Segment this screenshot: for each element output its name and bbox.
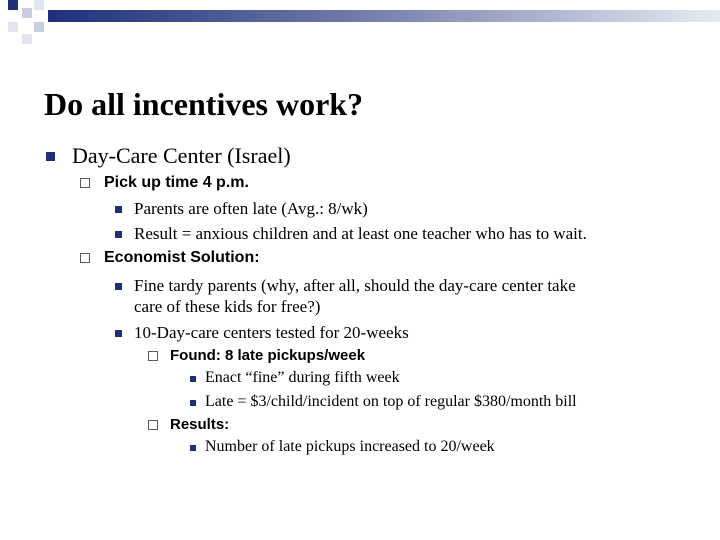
hollow-square-bullet-icon bbox=[80, 253, 90, 263]
header-gradient-bar bbox=[48, 10, 720, 22]
square-bullet-icon bbox=[115, 330, 122, 337]
square-bullet-icon bbox=[46, 152, 55, 161]
bullet-parents-late: Parents are often late (Avg.: 8/wk) bbox=[134, 199, 368, 218]
bullet-late-pickups-increased: Number of late pickups increased to 20/week bbox=[205, 438, 495, 455]
corner-square bbox=[8, 22, 18, 32]
corner-square bbox=[34, 0, 44, 10]
bullet-result: Result = anxious children and at least one teacher who has to wait. bbox=[134, 224, 587, 243]
bullet-solution-heading: Economist Solution: bbox=[104, 249, 260, 266]
corner-square bbox=[34, 22, 44, 32]
hollow-square-bullet-icon bbox=[148, 351, 158, 361]
bullet-late-fee: Late = $3/child/incident on top of regular $380/month bill bbox=[205, 393, 577, 410]
square-bullet-icon bbox=[190, 376, 196, 382]
square-bullet-icon bbox=[115, 283, 122, 290]
bullet-fine-line2: care of these kids for free?) bbox=[134, 297, 321, 316]
bullet-fine-line1: Fine tardy parents (why, after all, should the day-care center take bbox=[134, 276, 576, 295]
bullet-day-care-center: Day-Care Center (Israel) bbox=[72, 143, 291, 168]
square-bullet-icon bbox=[115, 206, 122, 213]
corner-square bbox=[22, 8, 32, 18]
hollow-square-bullet-icon bbox=[80, 178, 90, 188]
square-bullet-icon bbox=[190, 400, 196, 406]
bullet-found-heading: Found: 8 late pickups/week bbox=[170, 347, 366, 364]
bullet-results-heading: Results: bbox=[170, 416, 230, 433]
corner-square bbox=[22, 34, 32, 44]
hollow-square-bullet-icon bbox=[148, 420, 158, 430]
square-bullet-icon bbox=[115, 231, 122, 238]
corner-square bbox=[8, 0, 18, 10]
square-bullet-icon bbox=[190, 445, 196, 451]
bullet-tested: 10-Day-care centers tested for 20-weeks bbox=[134, 323, 409, 342]
bullet-pickup-heading: Pick up time 4 p.m. bbox=[104, 174, 249, 191]
bullet-enact-fine: Enact “fine” during fifth week bbox=[205, 369, 400, 386]
slide-title: Do all incentives work? bbox=[44, 86, 364, 122]
